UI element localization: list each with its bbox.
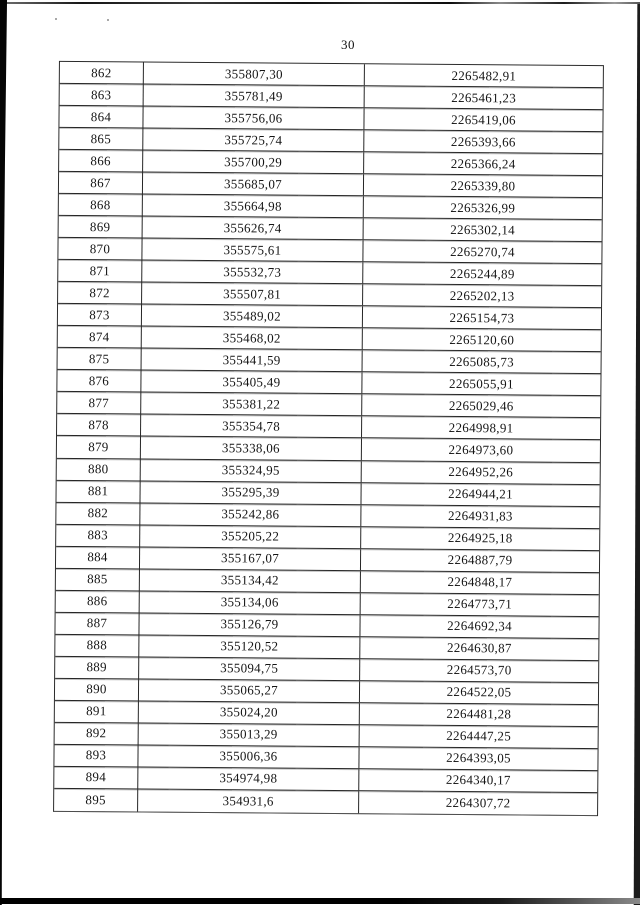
y-coordinate-cell: 2264340,17 [445,772,511,788]
point-number-cell: 874 [58,326,142,348]
y-coordinate-cell: 2264481,28 [446,706,512,722]
point-number-cell: 866 [59,150,143,172]
x-coordinate-cell: 355024,20 [139,701,360,724]
point-number-cell: 888 [55,635,139,657]
point-number-cell: 872 [58,282,142,304]
point-number-cell: 895 [54,789,138,812]
x-coordinate-cell: 355756,06 [143,107,364,130]
y-coordinate-cell: 2265120,60 [449,331,515,348]
x-coordinate-cell: 354931,6 [138,789,359,813]
y-coordinate-cell: 2265029,46 [448,397,514,414]
x-coordinate-cell: 355807,30 [144,63,365,86]
point-number-cell: 877 [57,392,141,414]
point-number-cell: 887 [55,613,139,635]
point-number-cell: 869 [59,216,143,238]
x-coordinate-cell: 355006,36 [138,745,359,768]
point-number-cell: 879 [57,436,141,458]
y-coordinate-cell: 2264447,25 [446,728,512,744]
y-coordinate-cell: 2264887,79 [447,552,513,568]
y-coordinate-cell: 2264522,05 [446,684,512,700]
point-number-cell: 878 [57,414,141,436]
point-number-cell: 875 [58,348,142,370]
point-number-cell: 867 [59,172,143,194]
y-coordinate-cell: 2264931,83 [447,508,513,524]
y-coordinate-cell: 2265270,74 [450,243,515,260]
y-coordinate-cell: 2264307,72 [445,794,511,811]
point-number-cell: 890 [55,679,139,701]
y-coordinate-cell: 2265085,73 [449,353,515,370]
y-coordinate-cell: 2264630,87 [446,640,512,656]
y-coordinate-cell: 2264952,26 [448,463,514,480]
x-coordinate-cell: 355065,27 [139,679,360,702]
y-coordinate-cell: 2265244,89 [449,265,515,282]
point-number-cell: 892 [55,723,139,745]
point-number-cell: 883 [56,524,140,546]
x-coordinate-cell: 355532,73 [142,261,363,284]
y-coordinate-cell: 2264393,05 [446,750,511,766]
x-coordinate-cell: 355781,49 [144,85,365,108]
x-coordinate-cell: 355489,02 [142,305,363,328]
x-coordinate-cell: 355338,06 [141,437,362,460]
point-number-cell: 885 [56,569,140,591]
x-coordinate-cell: 355626,74 [143,217,364,240]
x-coordinate-cell: 355242,86 [140,503,361,526]
point-number-cell: 880 [57,458,141,480]
x-coordinate-cell: 355205,22 [140,525,361,548]
point-number-cell: 871 [58,260,142,282]
x-coordinate-cell: 355468,02 [142,327,363,350]
x-coordinate-cell: 354974,98 [138,767,359,790]
point-number-cell: 891 [55,701,139,723]
page-number: 30 [341,37,355,52]
x-coordinate-cell: 355126,79 [139,613,360,636]
y-coordinate-cell: 2265302,14 [450,221,516,238]
y-coordinate-cell: 2265419,06 [451,111,516,128]
point-number-cell: 894 [54,767,138,789]
y-coordinate-cell: 2265326,99 [450,199,516,216]
point-number-cell: 876 [57,370,141,392]
y-coordinate-cell: 2265461,23 [451,89,517,105]
point-number-cell: 870 [58,238,142,260]
x-coordinate-cell: 355295,39 [140,481,361,504]
x-coordinate-cell: 355094,75 [139,657,360,680]
scan-speck [107,19,109,21]
y-coordinate-cell: 2264773,71 [447,596,513,612]
point-number-cell: 868 [59,194,143,216]
y-coordinate-cell: 2264925,18 [447,530,513,546]
table-row [54,789,597,815]
point-number-cell: 881 [56,480,140,502]
point-number-cell: 864 [59,106,143,128]
x-coordinate-cell: 355167,07 [140,547,361,570]
point-number-cell: 893 [54,745,138,767]
scan-speck [55,18,57,20]
x-coordinate-cell: 355120,52 [139,635,360,658]
x-coordinate-cell: 355507,81 [142,283,363,306]
scan-edge-top-line [6,2,640,4]
y-coordinate-cell: 2265055,91 [449,375,514,392]
y-coordinate-cell: 2264998,91 [448,419,514,436]
y-coordinate-cell: 2265393,66 [450,133,516,150]
x-coordinate-cell: 355354,78 [141,415,362,438]
point-number-cell: 873 [58,304,142,326]
x-coordinate-cell: 355685,07 [143,173,364,196]
scan-edge-bottom-bar [0,898,640,904]
x-coordinate-cell: 355725,74 [143,129,364,152]
y-coordinate-cell: 2265339,80 [450,177,516,194]
coordinates-table [53,61,604,816]
x-coordinate-cell: 355405,49 [141,371,362,394]
y-coordinate-cell: 2264944,21 [448,486,514,502]
x-coordinate-cell: 355324,95 [141,459,362,482]
y-coordinate-cell: 2264573,70 [446,662,512,678]
y-coordinate-cell: 2264973,60 [448,441,514,458]
x-coordinate-cell: 355381,22 [141,393,362,416]
point-number-cell: 886 [56,591,140,613]
x-coordinate-cell: 355575,61 [142,239,363,262]
y-coordinate-cell: 2264848,17 [447,574,513,590]
x-coordinate-cell: 355700,29 [143,151,364,174]
x-coordinate-cell: 355134,42 [140,569,361,592]
x-coordinate-cell: 355134,06 [140,591,361,614]
y-coordinate-cell: 2265482,91 [451,67,517,83]
point-number-cell: 884 [56,547,140,569]
y-coordinate-cell: 2265202,13 [449,287,515,304]
x-coordinate-cell: 355013,29 [139,723,360,746]
y-coordinate-cell: 2265366,24 [450,155,516,172]
point-number-cell: 862 [60,62,144,84]
y-coordinate-cell: 2264692,34 [447,618,512,634]
point-number-cell: 863 [60,84,144,106]
x-coordinate-cell: 355664,98 [143,195,364,218]
scan-edge-right-bar [633,4,640,905]
x-coordinate-cell: 355441,59 [142,349,363,372]
point-number-cell: 882 [56,502,140,524]
point-number-cell: 889 [55,657,139,679]
point-number-cell: 865 [59,128,143,150]
scan-edge-left-bar [0,0,8,905]
y-coordinate-cell: 2265154,73 [449,309,515,326]
